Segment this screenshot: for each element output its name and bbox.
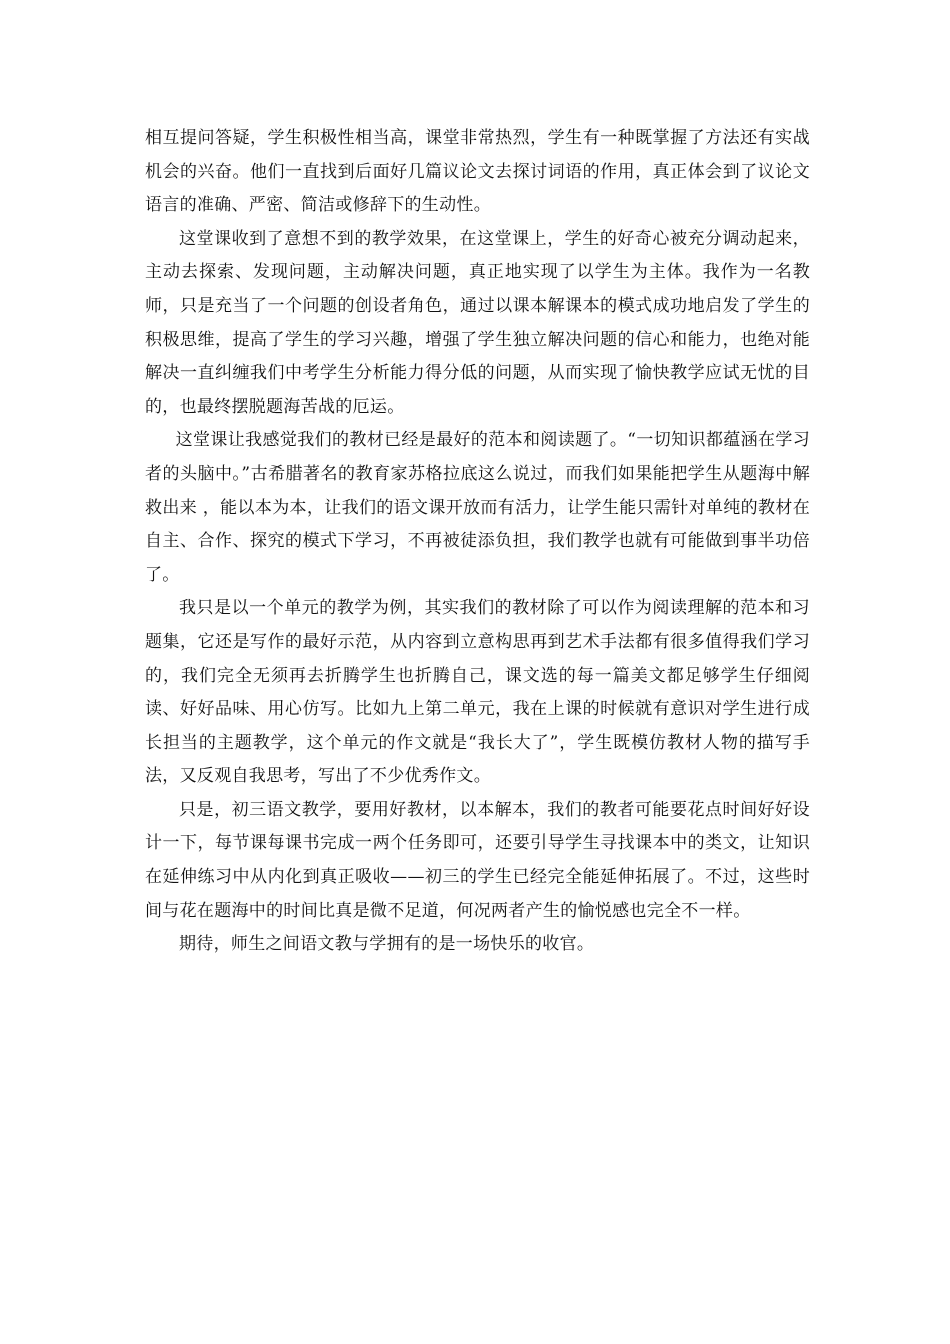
paragraph-6: 期待，师生之间语文教与学拥有的是一场快乐的收官。 xyxy=(179,934,595,955)
article-body xyxy=(145,122,810,962)
paragraph-3: 这堂课让我感觉我们的教材已经是最好的范本和阅读题了。“一切知识都蕴涵在学习者的头脑中。”古希腊著名的教育家苏格拉底这么说过，而我们如果能把学生从题海中解救出来 ，能以本为本，让我们的语文课开放而有活力，让学生能只需针对单纯的教材在自主、合作、探究的模式下学习，不再被徒添负担，我们教学也就有可能做到事半功倍了。 xyxy=(145,430,810,585)
paragraph-2: 这堂课收到了意想不到的教学效果，在这堂课上，学生的好奇心被充分调动起来，主动去探索、发现问题，主动解决问题，真正地实现了以学生为主体。我作为一名教师，只是充当了一个问题的创设者角色，通过以课本解课本的模式成功地启发了学生的积极思维，提高了学生的学习兴趣，增强了学生独立解决问题的信心和能力，也绝对能解决一直纠缠我们中考学生分析能力得分低的问题，从而实现了愉快教学应试无忧的目的，也最终摆脱题海苦战的厄运。 xyxy=(145,228,810,417)
paragraph-1: 相互提问答疑，学生积极性相当高，课堂非常热烈，学生有一种既掌握了方法还有实战机会的兴奋。他们一直找到后面好几篇议论文去探讨词语的作用，真正体会到了议论文语言的准确、严密、简洁或修辞下的生动性。 xyxy=(145,128,810,216)
paragraph-4: 我只是以一个单元的教学为例，其实我们的教材除了可以作为阅读理解的范本和习题集，它还是写作的最好示范，从内容到立意构思再到艺术手法都有很多值得我们学习的，我们完全无须再去折腾学生也折腾自己，课文选的每一篇美文都足够学生仔细阅读、好好品味、用心仿写。比如九上第二单元，我在上课的时候就有意识对学生进行成长担当的主题教学，这个单元的作文就是“我长大了”，学生既模仿教材人物的描写手法，又反观自我思考，写出了不少优秀作文。 xyxy=(145,598,810,787)
paragraph-5: 只是，初三语文教学，要用好教材，以本解本，我们的教者可能要花点时间好好设计一下，每节课每课书完成一两个任务即可，还要引导学生寻找课本中的类文，让知识在延伸练习中从内化到真正吸收——初三的学生已经完全能延伸拓展了。不过，这些时间与花在题海中的时间比真是微不足道，何况两者产生的愉悦感也完全不一样。 xyxy=(145,799,810,921)
